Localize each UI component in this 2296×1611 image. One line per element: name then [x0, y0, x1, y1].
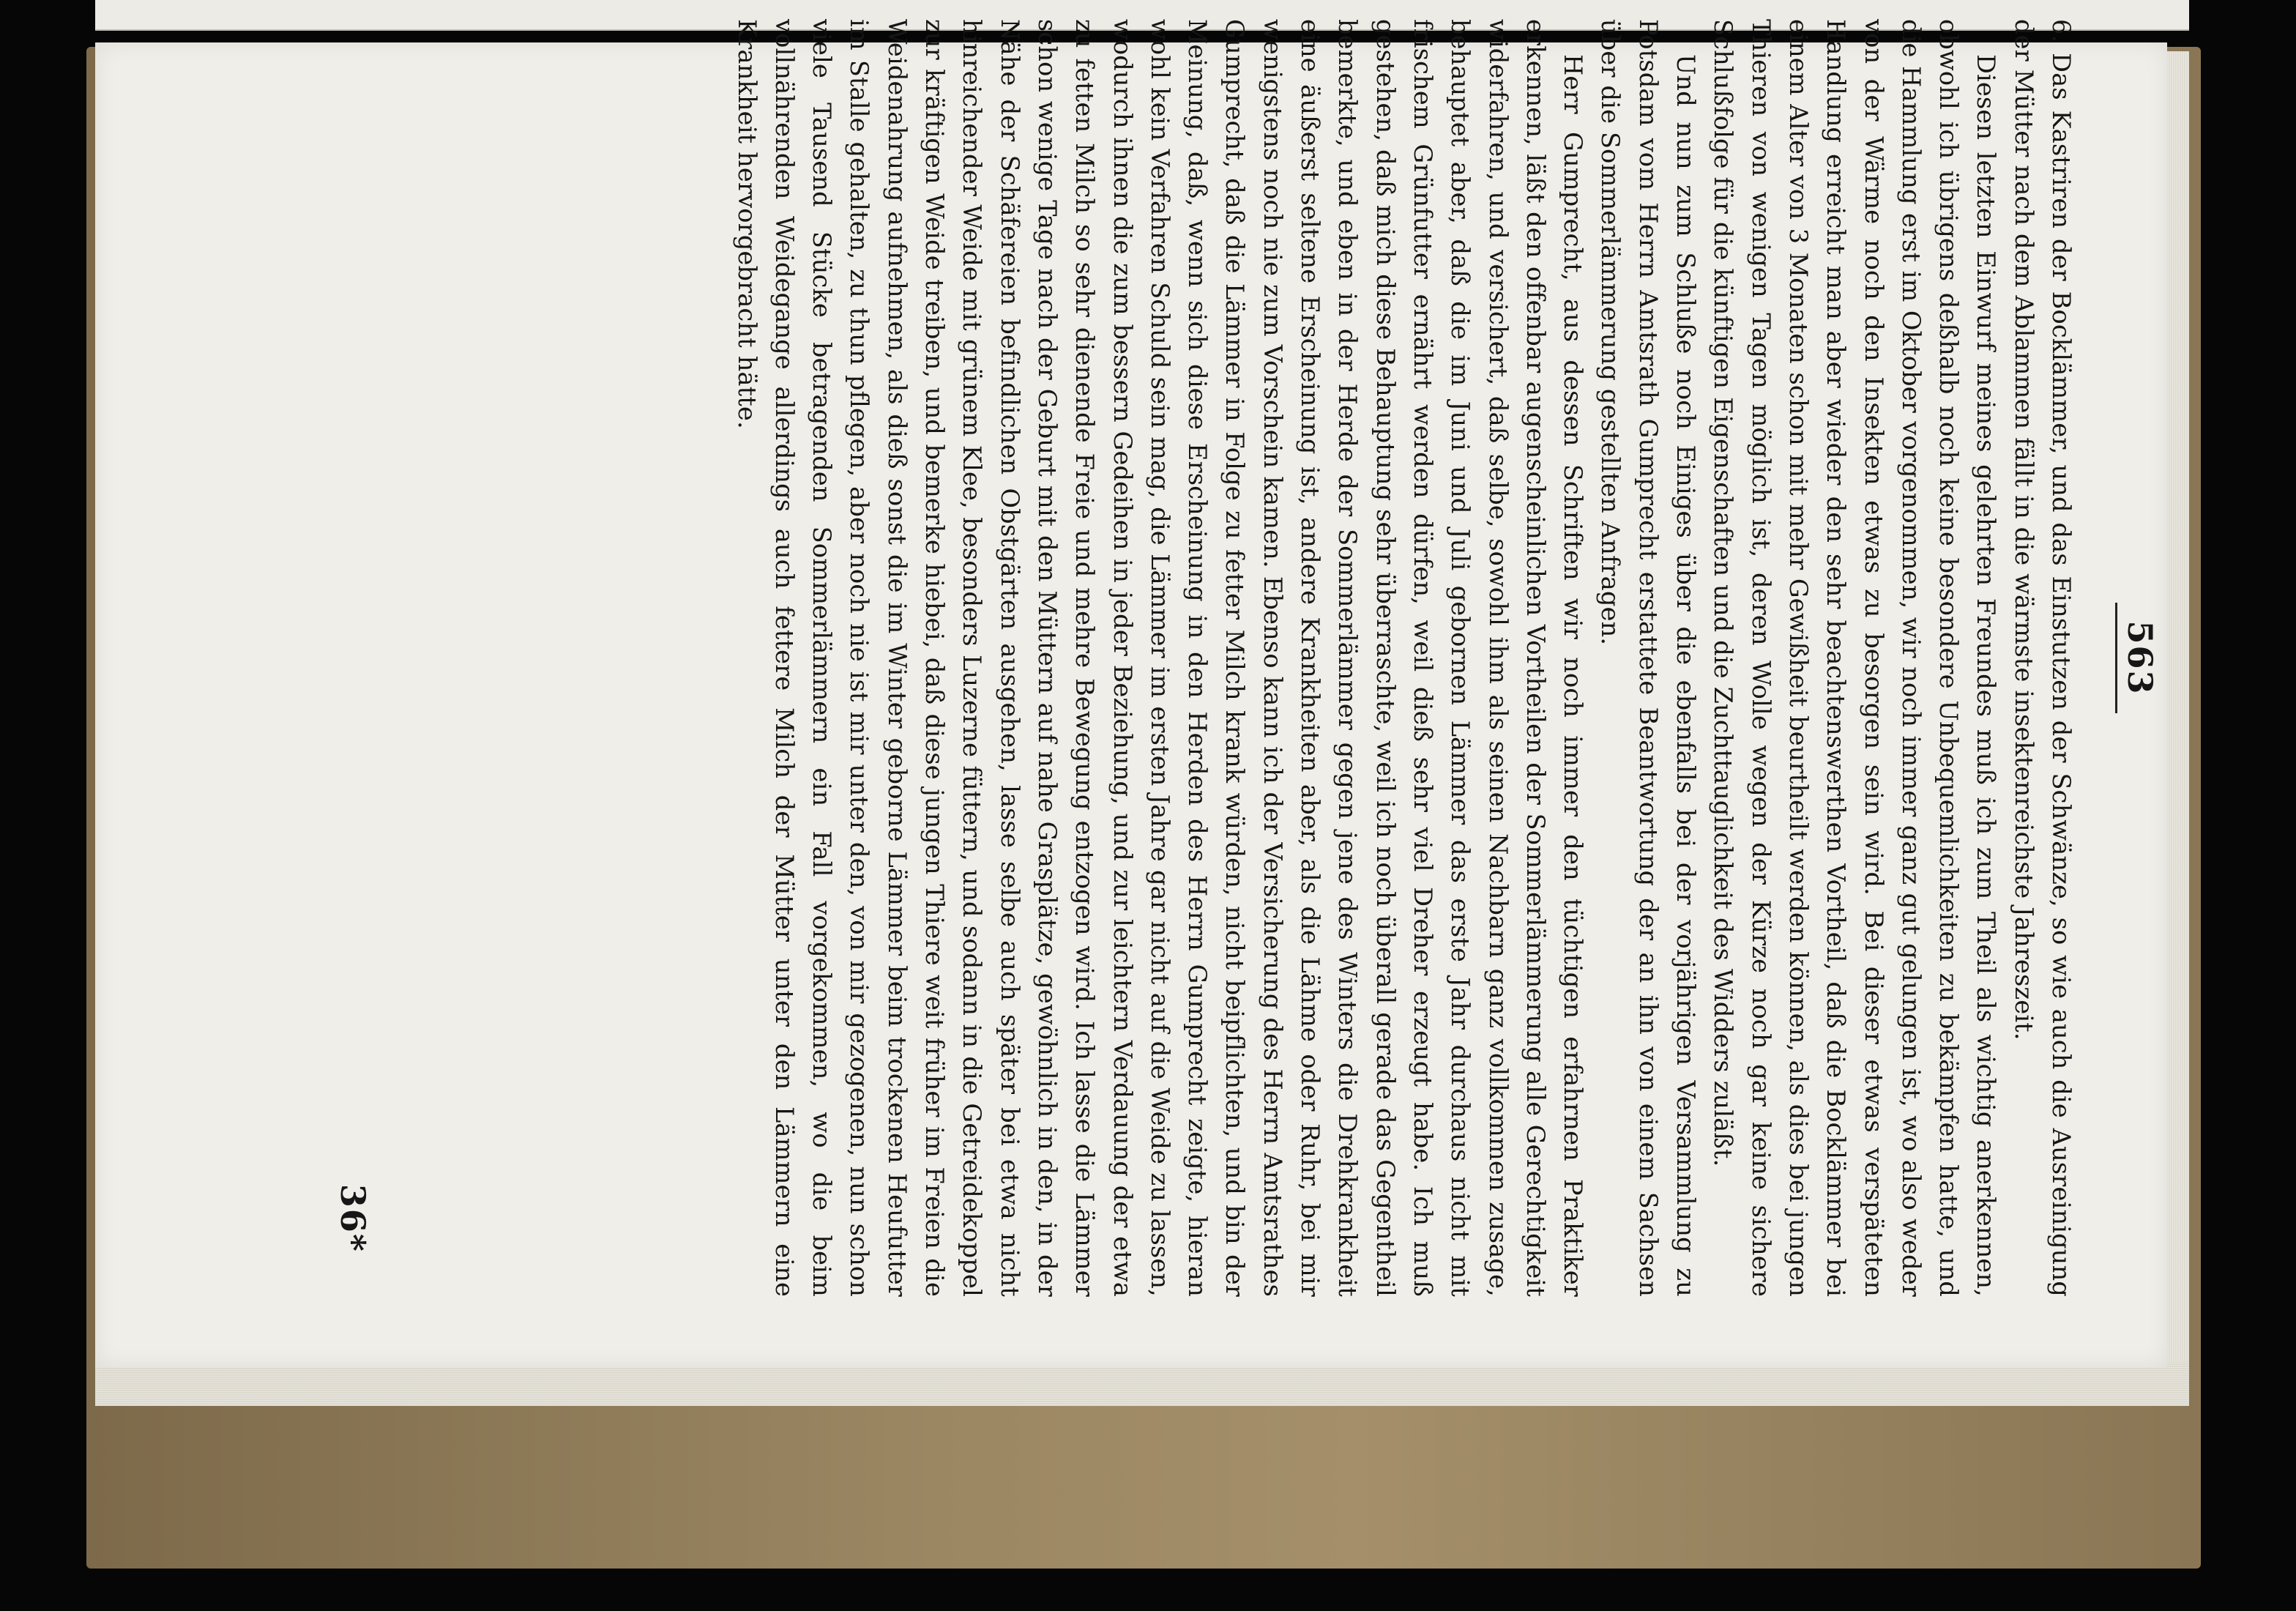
paragraph-4: Herr Gumprecht, aus dessen Schriften wir noch immer den tüchtigen erfahrnen Praktiker erkennen, läßt den offenbar augenscheinlichen Vortheilen der Sommerlämmerung alle Gerechtigkeit widerfahren, und versichert, daß selbe, sowohl ihm als seinen Nachbarn ganz vollkommen zusage, behauptet aber, daß die im Juni und Juli gebornen Lämmer das erste Jahr durchaus nicht mit frischem Grünfutter ernährt werden dürfen, weil dieß sehr viel Dreher erzeugt habe. Ich muß gestehen, daß mich diese Behauptung sehr überraschte, weil ich noch überall gerade das Gegentheil bemerkte, und eben in der Herde der Sommerlämmer gegen jene des Winters die Drehkrankheit eine äußerst seltene Erscheinung ist, andere Krankheiten aber, als die Lähme oder Ruhr, bei mir wenigstens noch nie zum Vorschein kamen. Ebenso kann ich der Versicherung des Herrn Amtsrathes Gumprecht, daß die Lämmer in Folge zu fetter Milch krank würden, nicht beipflichten, und bin der Meinung, daß, wenn sich diese Erscheinung in den Herden des Herrn Gumprecht zeigte, hieran wohl kein Verfahren Schuld sein mag, die Lämmer im ersten Jahre gar nicht auf die Weide zu lassen, wodurch ihnen die zum bessern Gedeihen in jeder Beziehung, und zur leichtern Verdauung der etwa zu fetten Milch so sehr dienende Freie und mehre Bewegung entzogen wird. Ich lasse die Lämmer schon wenige Tage nach der Geburt mit den Müttern auf nahe Grasplätze, gewöhnlich in den, in der Nähe der Schäfereien befindlichen Obstgärten ausgehen, lasse selbe auch später bei etwa nicht hinreichender Weide mit grünem Klee, besonders Luzerne füttern, und sodann in die Getreidekoppel zur kräftigen Weide treiben, und bemerke hiebei, daß diese jungen Thiere weit früher im Freien die Weidenahrung aufnehmen, als dieß sonst die im Winter geborne Lämmer beim trockenen Heufutter im Stalle gehalten, zu thun pflegen, aber noch nie ist mir unter den, von mir gezogenen, nun schon viele Tausend Stücke betragenden Sommerlämmern ein Fall vorgekommen, wo die beim vollnährenden Weidegange allerdings auch fettere Milch der Mütter unter den Lämmern eine Krankheit hervorgebracht hätte.: [732, 19, 1588, 1297]
paragraph-2: Diesen letzten Einwurf meines gelehrten Freundes muß ich zum Theil als wichtig anerkennen, obwohl ich übrigens deßhalb noch keine besondere Unbequemlichkeiten zu bekämpfen hatte, und die Hammlung erst im Oktober vorgenommen, wir noch immer ganz gut gelungen ist, wo also weder von der Wärme noch den Insekten etwas zu besorgen sein wird. Bei dieser etwas verspäteten Handlung erreicht man aber wieder den sehr beachtenswerthen Vortheil, daß die Bocklämmer bei einem Alter von 3 Monaten schon mit mehr Gewißheit beurtheilt werden können, als dies bei jungen Thieren von wenigen Tagen möglich ist, deren Wolle wegen der Kürze noch gar keine sichere Schlußfolge für die künftigen Eigenschaften und die Zuchttauglichkeit des Widders zuläßt.: [1709, 19, 2001, 1297]
book-page: [95, 19, 2167, 1368]
page-content: [209, 19, 2178, 1297]
paragraph-1: 6. Das Kastriren der Bocklämmer, und das Einstutzen der Schwänze, so wie auch die Ausreinigung der Mütter nach dem Ablammen fällt in die wärmste insektenreichste Jahreszeit.: [2009, 19, 2076, 1297]
signature-mark: 36*: [333, 1183, 373, 1253]
body-text: [728, 19, 2098, 1297]
page-number: 563: [2116, 603, 2161, 713]
page-stack-edge-bottom: [95, 1362, 2189, 1406]
paragraph-3: Und nun zum Schluße noch Einiges über die ebenfalls bei der vorjährigen Versammlung zu Potsdam vom Herrn Amtsrath Gumprecht erstattete Beantwortung der an ihn von einem Sachsen über die Sommerlämmerung gestellten Anfragen.: [1596, 19, 1701, 1297]
page-header: [2098, 19, 2178, 1297]
